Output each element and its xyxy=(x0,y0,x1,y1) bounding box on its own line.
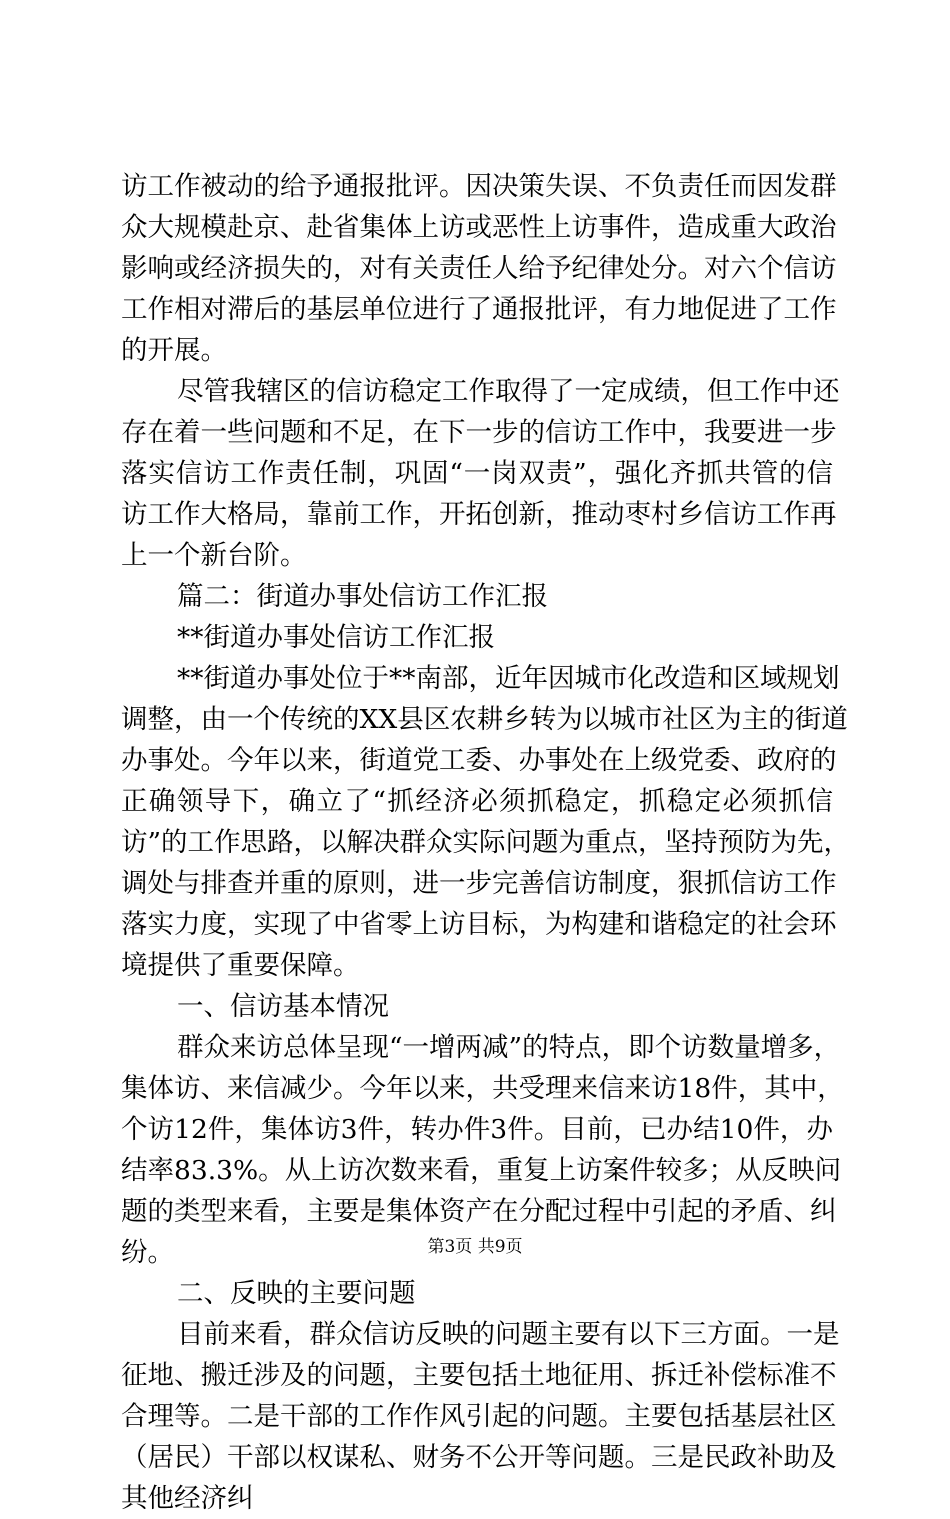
paragraph-first-line: 目前来看，群众信访反映的问题主要有以下三方面。一是 xyxy=(177,1319,840,1350)
paragraph-line: 众大规模赴京、赴省集体上访或恶性上访事件，造成重大政治 xyxy=(121,212,837,243)
paragraph-line: 集体访、来信减少。今年以来，共受理来信来访18件，其中， xyxy=(121,1073,844,1104)
paragraph-line: 境提供了重要保障。 xyxy=(121,950,360,981)
paragraph-first-line: **街道办事处位于**南部，近年因城市化改造和区域规划 xyxy=(177,663,840,694)
paragraph-line: 调处与排查并重的原则，进一步完善信访制度，狠抓信访工作 xyxy=(121,868,837,899)
paragraph-first-line: 群众来访总体呈现“一增两减”的特点，即个访数量增多， xyxy=(177,1032,841,1063)
paragraph-line: 落实信访工作责任制，巩固“一岗双责”，强化齐抓共管的信 xyxy=(121,458,833,489)
paragraph-line: 工作相对滞后的基层单位进行了通报批评，有力地促进了工作 xyxy=(121,294,837,325)
paragraph-line: 存在着一些问题和不足，在下一步的信访工作中，我要进一步 xyxy=(121,417,837,448)
paragraph-line: 其他经济纠 xyxy=(121,1483,254,1514)
paragraph-line: 合理等。二是干部的工作作风引起的问题。主要包括基层社区 xyxy=(121,1401,837,1432)
document-body xyxy=(121,166,851,1519)
paragraph-first-line: 尽管我辖区的信访稳定工作取得了一定成绩，但工作中还 xyxy=(177,376,840,407)
paragraph-first-line: **街道办事处信访工作汇报 xyxy=(177,622,495,653)
paragraph-line: （居民）干部以权谋私、财务不公开等问题。三是民政补助及 xyxy=(121,1442,837,1473)
page-footer: 第3页 共9页 xyxy=(427,1237,523,1257)
paragraph-line: 影响或经济损失的，对有关责任人给予纪律处分。对六个信访 xyxy=(121,253,837,284)
paragraph-first-line: 二、反映的主要问题 xyxy=(177,1278,416,1309)
paragraph-line: 的开展。 xyxy=(121,335,227,366)
paragraph-line: 结率83.3%。从上访次数来看，重复上访案件较多；从反映问 xyxy=(121,1155,842,1186)
paragraph-line: 正确领导下，确立了“抓经济必须抓稳定，抓稳定必须抓信 xyxy=(121,786,833,817)
paragraph-line: 访工作被动的给予通报批评。因决策失误、不负责任而因发群 xyxy=(121,171,837,202)
paragraph-line: 题的类型来看，主要是集体资产在分配过程中引起的矛盾、纠 xyxy=(121,1196,837,1227)
paragraph-line: 访”的工作思路，以解决群众实际问题为重点，坚持预防为先， xyxy=(121,827,851,858)
paragraph-line: 落实力度，实现了中省零上访目标，为构建和谐稳定的社会环 xyxy=(121,909,837,940)
paragraph-line: 办事处。今年以来，街道党工委、办事处在上级党委、政府的 xyxy=(121,745,837,776)
paragraph-line: 访工作大格局，靠前工作，开拓创新，推动枣村乡信访工作再 xyxy=(121,499,837,530)
paragraph-first-line: 篇二：街道办事处信访工作汇报 xyxy=(177,581,548,612)
paragraph-line: 上一个新台阶。 xyxy=(121,540,307,571)
paragraph-line: 纷。 xyxy=(121,1237,174,1268)
paragraph-line: 个访12件，集体访3件，转办件3件。目前，已办结10件，办 xyxy=(121,1114,833,1145)
paragraph-line: 征地、搬迁涉及的问题，主要包括土地征用、拆迁补偿标准不 xyxy=(121,1360,837,1391)
paragraph-first-line: 一、信访基本情况 xyxy=(177,991,389,1022)
paragraph-line: 调整，由一个传统的XX县区农耕乡转为以城市社区为主的街道 xyxy=(121,704,848,735)
